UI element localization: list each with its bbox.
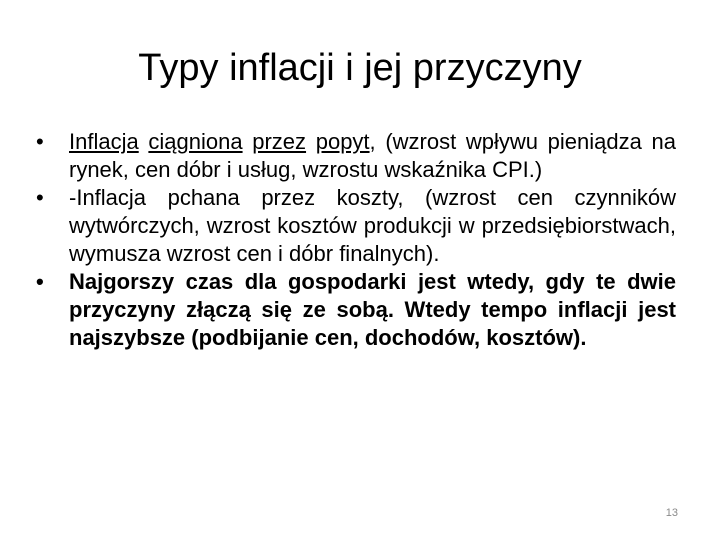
bullet-marker: • [36, 185, 44, 210]
bullet-list [36, 128, 676, 352]
bullet-cost-push [36, 184, 676, 268]
bullet-marker: • [36, 129, 44, 154]
bullet-text: Najgorszy czas dla gospodarki jest wtedy, gdy te dwie przyczyny złączą się ze sobą. Wtedy tempo inflacji jest najszybsze (podbijanie cen, dochodów, kosztów). [69, 269, 676, 350]
text-span [306, 129, 316, 154]
underlined-word: popyt [315, 129, 370, 154]
bullet-worst-case [36, 268, 676, 352]
bullet-marker: • [36, 269, 44, 294]
text-span [243, 129, 253, 154]
underlined-word: ciągniona [148, 129, 243, 154]
bullet-text: , (wzrost wpływu pieniądza na rynek, cen dóbr i usług, wzrostu wskaźnika CPI.) [69, 129, 676, 182]
bullet-text: -Inflacja pchana przez koszty, (wzrost cen czynników wytwórczych, wzrost kosztów produkcji w przedsiębiorstwach, wymusza wzrost cen i dóbr finalnych). [69, 185, 676, 266]
bullet-demand-pull [36, 128, 676, 184]
underlined-word: przez [252, 129, 307, 154]
text-span [139, 129, 149, 154]
page-number: 13 [665, 507, 678, 519]
slide-title: Typy inflacji i jej przyczyny [138, 47, 582, 89]
underlined-word: Inflacja [69, 129, 139, 154]
